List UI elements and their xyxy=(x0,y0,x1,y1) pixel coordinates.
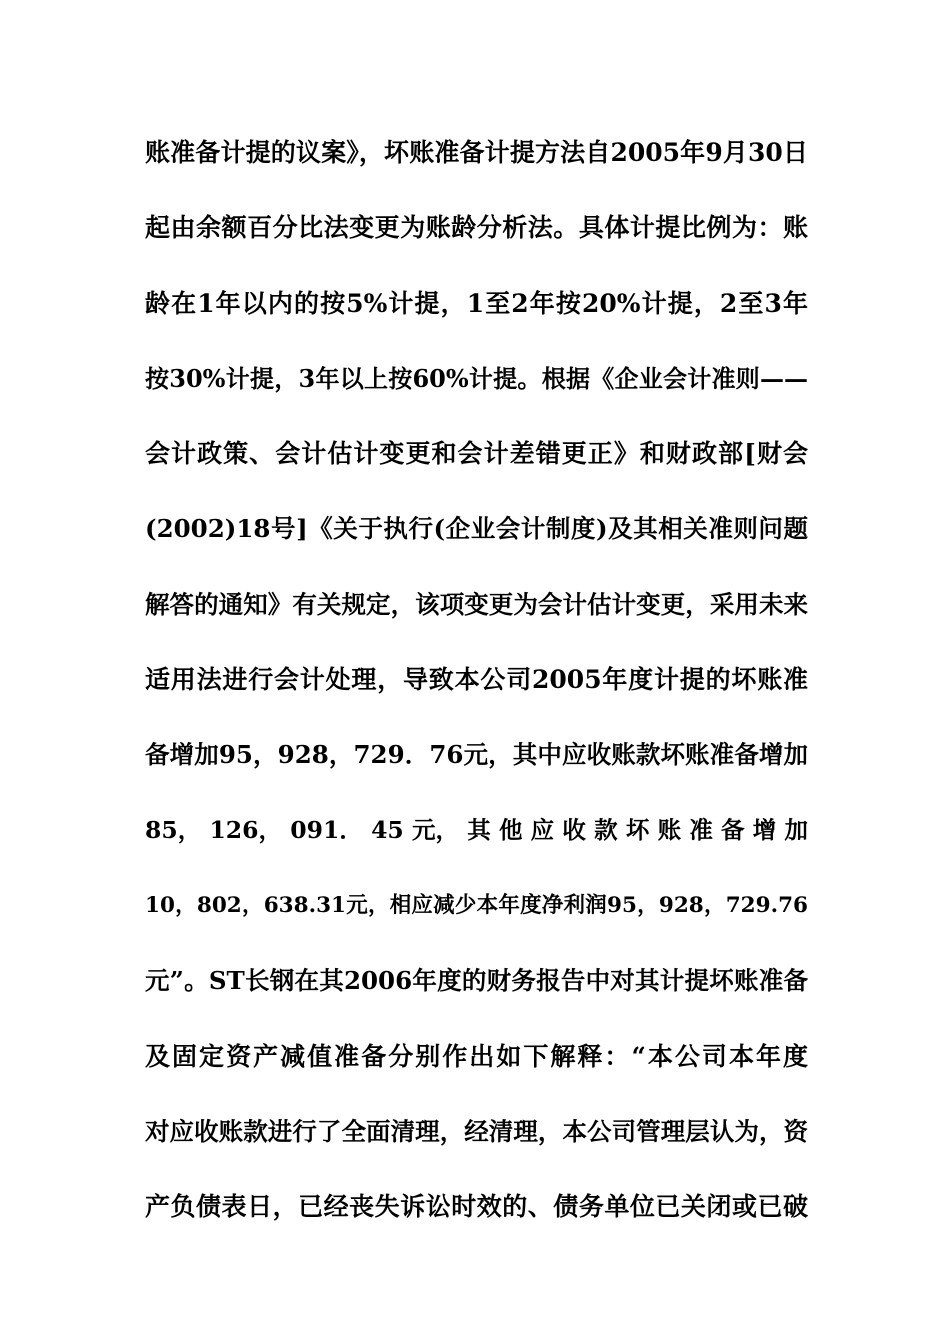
text-line: 适用法进行会计处理，导致本公司2005年度计提的坏账准 xyxy=(145,665,808,695)
text-line: 产负债表日，已经丧失诉讼时效的、债务单位已关闭或已破 xyxy=(145,1192,808,1222)
text-line: 对应收账款进行了全面清理，经清理，本公司管理层认为，资 xyxy=(145,1116,808,1146)
text-line: 及固定资产减值准备分别作出如下解释：“本公司本年度 xyxy=(145,1041,808,1071)
text-line: 85， 126， 091． 45 元， 其 他 应 收 款 坏 账 准 备 增 加 xyxy=(145,815,808,844)
text-line: 龄在1年以内的按5%计提，1至2年按20%计提，2至3年 xyxy=(145,288,808,318)
text-line: 起由余额百分比法变更为账龄分析法。具体计提比例为：账 xyxy=(145,213,808,243)
text-line: (2002)18号]《关于执行(企业会计制度)及其相关准则问题 xyxy=(145,514,808,544)
text-line: 元”。ST长钢在其2006年度的财务报告中对其计提坏账准备 xyxy=(145,966,808,996)
text-line: 账准备计提的议案》，坏账准备计提方法自2005年9月30日 xyxy=(145,138,808,167)
text-line: 备增加95，928，729．76元，其中应收账款坏账准备增加 xyxy=(145,740,808,770)
text-line: 按30%计提，3年以上按60%计提。根据《企业会计准则—— xyxy=(145,363,808,393)
text-line: 会计政策、会计估计变更和会计差错更正》和财政部[财会 xyxy=(145,439,808,469)
text-line: 10，802，638.31元，相应减少本年度净利润95，928，729.76 xyxy=(145,892,808,918)
text-line: 解答的通知》有关规定，该项变更为会计估计变更，采用未来 xyxy=(145,589,808,619)
